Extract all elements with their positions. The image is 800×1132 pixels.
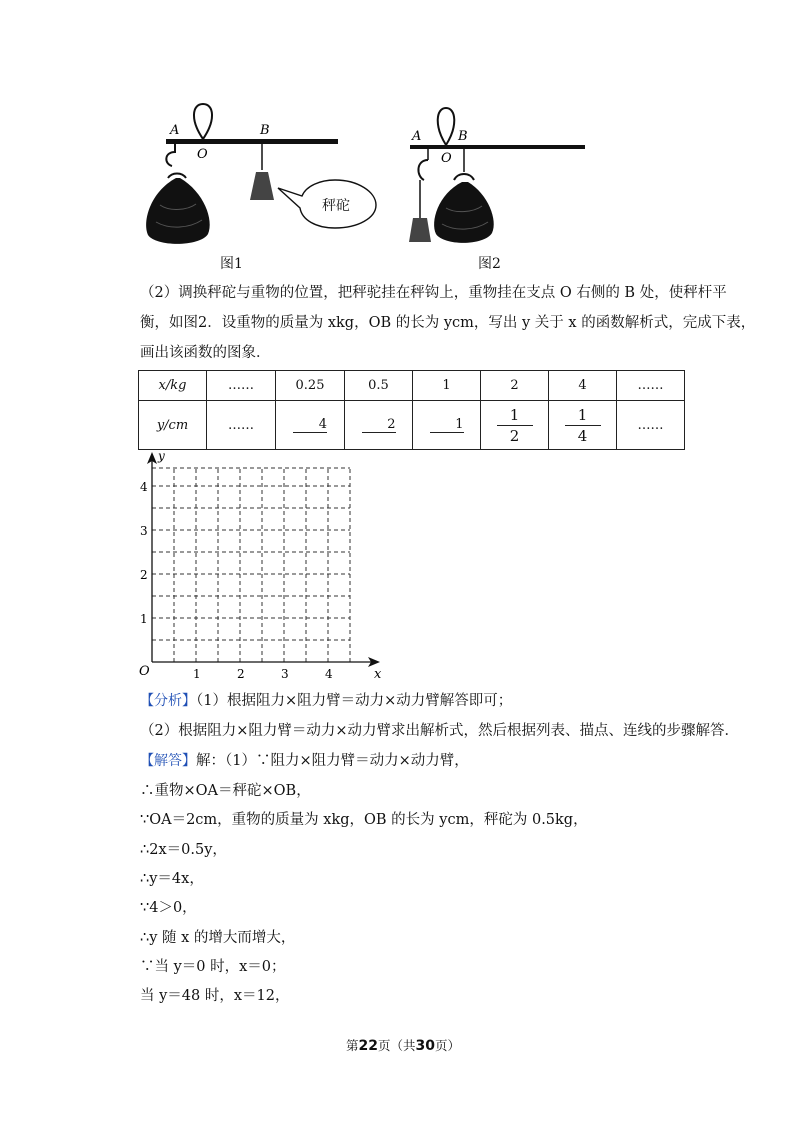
y-tick-label: 2 [140, 568, 148, 582]
label-B: B [458, 129, 468, 144]
table-cell: …… [207, 371, 276, 401]
y-tick-label: 1 [140, 612, 148, 626]
solution-step: 当 y＝48 时，x＝12， [140, 988, 290, 1004]
x-tick-label: 3 [281, 667, 289, 681]
answer-blank: 4 [293, 417, 327, 433]
analysis-line-2: （2）根据阻力×阻力臂＝动力×动力臂求出解析式，然后根据列表、描点、连线的步骤解答． [140, 723, 740, 739]
hook [418, 160, 428, 180]
origin-label: O [139, 664, 150, 679]
y-tick-label: 3 [140, 524, 148, 538]
x-tick-label: 1 [193, 667, 201, 681]
table-cell: …… [617, 371, 685, 401]
figure-1-steelyard [130, 100, 400, 275]
page-total: 30 [415, 1038, 435, 1054]
figure-2-steelyard [398, 100, 598, 250]
bubble-text: 秤砣 [322, 198, 350, 214]
y-axis-label: y [158, 450, 165, 463]
table-cell: …… [207, 401, 276, 450]
figure-2-caption: 图2 [478, 256, 501, 272]
problem-line-3: 画出该函数的图象． [140, 345, 271, 361]
answer-line-1: 【解答】解：（1）∵阻力×阻力臂＝动力×动力臂， [140, 753, 469, 769]
counterweight [409, 218, 431, 242]
table-cell: y/cm [139, 401, 207, 450]
analysis-tag: 【分析】 [140, 693, 196, 709]
x-tick-label: 2 [237, 667, 245, 681]
solution-step: ∴y 随 x 的增大而增大， [140, 930, 296, 946]
solution-step: ∵当 y＝0 时，x＝0； [140, 959, 286, 975]
table-row-y [139, 401, 685, 450]
beam [410, 145, 585, 149]
heavy-bag [146, 178, 210, 244]
table-cell: 4 [549, 371, 617, 401]
table-cell [481, 401, 549, 450]
solution-step: ∵4＞0， [140, 900, 197, 916]
x-axis-label: x [374, 667, 382, 682]
table-row-x [139, 371, 685, 401]
fraction-quarter: $\frac{1}{4}$ [565, 406, 601, 445]
answer-blank: 1 [430, 417, 464, 433]
table-cell: 0.5 [345, 371, 413, 401]
problem-line-1: （2）调换秤砣与重物的位置，把秤驼挂在秤钩上，重物挂在支点 O 右侧的 B 处，使秤杆平 [140, 285, 727, 301]
figure-1-caption: 图1 [220, 256, 243, 272]
label-A: A [170, 123, 180, 138]
y-tick-label: 4 [140, 480, 148, 494]
solution-step: ∴y＝4x， [140, 871, 204, 887]
label-A: A [412, 129, 422, 144]
lifting-loop [438, 108, 455, 145]
lifting-loop [194, 104, 212, 139]
grid-lines [152, 468, 350, 662]
problem-line-2: 衡，如图2．设重物的质量为 xkg，OB 的长为 ycm，写出 y 关于 x 的函数解析式，完成下表， [140, 315, 756, 331]
page-number: 22 [358, 1038, 378, 1054]
fraction-half: $\frac{1}{2}$ [497, 406, 533, 445]
answer-blank: 2 [362, 417, 396, 433]
table-cell: x/kg [139, 371, 207, 401]
answer-tag: 【解答】 [140, 753, 196, 769]
table-cell: 1 [413, 371, 481, 401]
table-cell [345, 401, 413, 450]
table-cell [549, 401, 617, 450]
table-cell [276, 401, 345, 450]
analysis-line-1: 【分析】（1）根据阻力×阻力臂＝动力×动力臂解答即可； [140, 693, 513, 709]
hook [166, 144, 175, 166]
beam [166, 139, 338, 144]
counterweight [250, 172, 274, 200]
table-cell [413, 401, 481, 450]
table-cell: 0.25 [276, 371, 345, 401]
label-B: B [260, 123, 270, 138]
page-footer: 第22页（共30页） [346, 1038, 461, 1054]
solution-step: ∴重物×OA＝秤砣×OB， [140, 783, 311, 799]
x-tick-label: 4 [325, 667, 333, 681]
coordinate-grid [130, 450, 390, 685]
heavy-bag [434, 182, 494, 243]
solution-step: ∴2x＝0.5y， [140, 842, 227, 858]
label-O: O [197, 147, 208, 162]
solution-step: ∵OA＝2cm，重物的质量为 xkg，OB 的长为 ycm，秤砣为 0.5kg， [140, 812, 588, 828]
table-cell: …… [617, 401, 685, 450]
table-cell: 2 [481, 371, 549, 401]
label-O: O [441, 151, 452, 166]
value-table [138, 370, 685, 450]
